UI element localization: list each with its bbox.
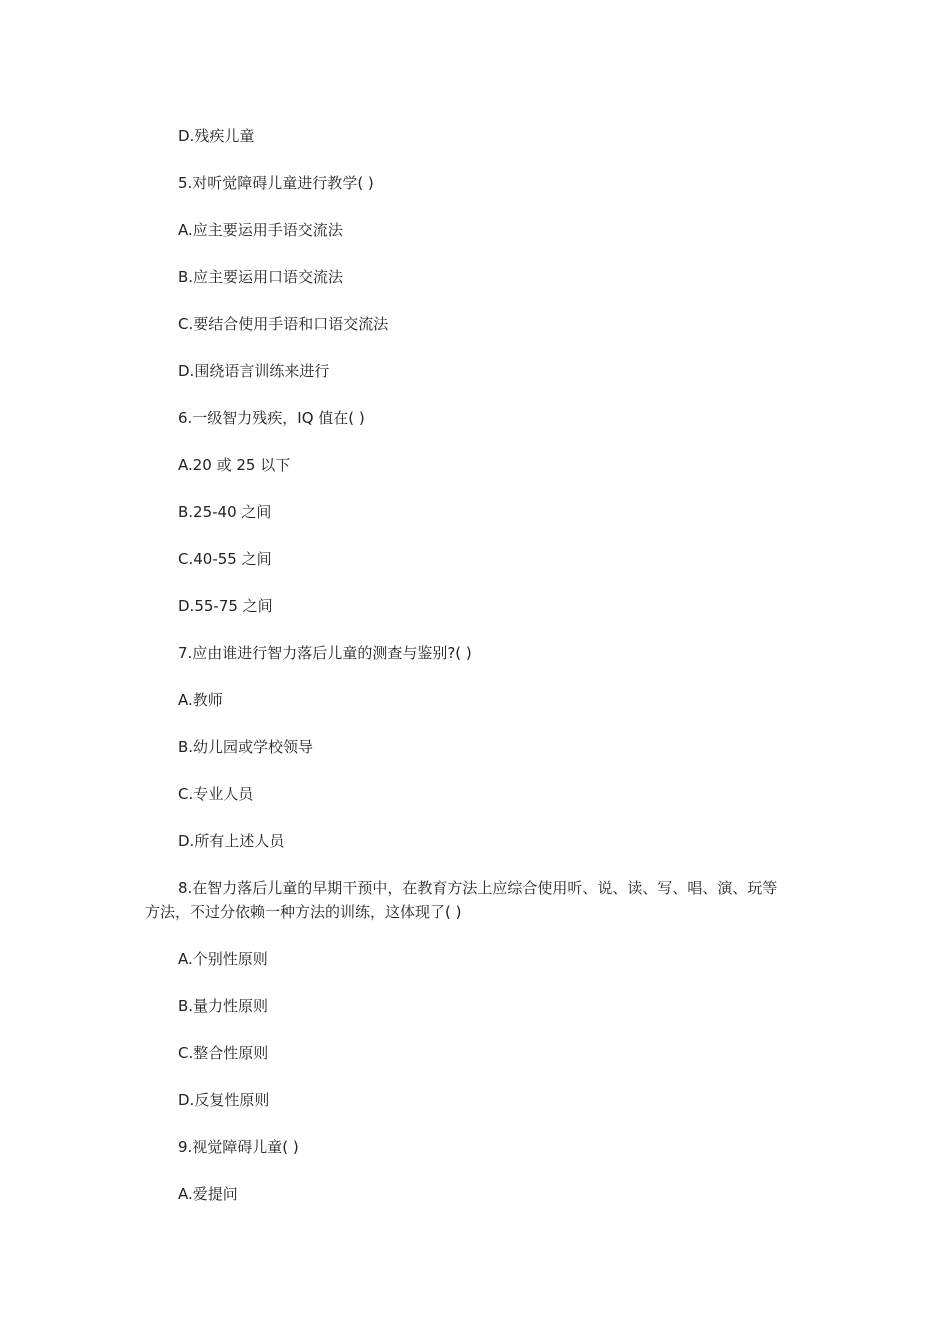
question-5: 5.对听觉障碍儿童进行教学( ) [178, 174, 374, 192]
option-d-q7: D.所有上述人员 [178, 832, 285, 850]
question-7: 7.应由谁进行智力落后儿童的测查与鉴别?( ) [178, 644, 472, 662]
option-b-q5: B.应主要运用口语交流法 [178, 268, 344, 286]
question-9: 9.视觉障碍儿童( ) [178, 1138, 299, 1156]
option-c-q7: C.专业人员 [178, 785, 254, 803]
option-d-q5: D.围绕语言训练来进行 [178, 362, 330, 380]
option-a-q5: A.应主要运用手语交流法 [178, 221, 343, 239]
document-content [145, 124, 815, 1229]
question-8-line-1: 8.在智力落后儿童的早期干预中，在教育方法上应综合使用听、说、读、写、唱、演、玩等 [178, 879, 778, 897]
option-b-q7: B.幼儿园或学校领导 [178, 738, 314, 756]
option-a-q9: A.爱提问 [178, 1185, 238, 1203]
option-d-q4: D.残疾儿童 [178, 127, 255, 145]
question-8 [145, 876, 815, 924]
option-a-q6: A.20 或 25 以下 [178, 456, 291, 474]
option-d-q6: D.55-75 之间 [178, 597, 273, 615]
option-c-q6: C.40-55 之间 [178, 550, 272, 568]
option-b-q8: B.量力性原则 [178, 997, 269, 1015]
question-8-line-2: 方法，不过分依赖一种方法的训练，这体现了( ) [145, 903, 462, 921]
option-c-q8: C.整合性原则 [178, 1044, 269, 1062]
option-c-q5: C.要结合使用手语和口语交流法 [178, 315, 389, 333]
question-6: 6.一级智力残疾，IQ 值在( ) [178, 409, 365, 427]
option-b-q6: B.25-40 之间 [178, 503, 272, 521]
option-d-q8: D.反复性原则 [178, 1091, 270, 1109]
option-a-q7: A.教师 [178, 691, 223, 709]
option-a-q8: A.个别性原则 [178, 950, 268, 968]
